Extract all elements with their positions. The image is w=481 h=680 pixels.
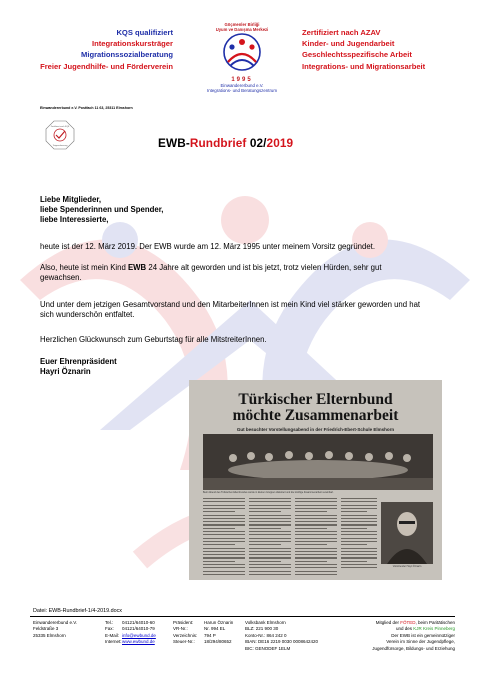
salutation-line: Liebe Mitglieder, [40,195,102,204]
footer-address-line: Feldstraße 3 [33,626,59,632]
clipping-text-line [249,571,291,572]
footer-member-text: Der EWB ist ein gemeinnütziger [391,632,455,638]
clipping-text-line [341,548,377,549]
footer-member-text: Mitglied der [375,620,401,625]
clipping-text-line [295,505,337,506]
clipping-text-line [341,508,377,509]
clipping-text-line [341,501,377,502]
clipping-text-line [249,557,291,558]
organization-logo [186,22,298,104]
header-right-line: Zertifiziert nach AZAV [302,28,381,37]
footer-registry-values [204,620,233,646]
clipping-text-line [295,511,327,512]
clipping-text-line [295,541,337,542]
clipping-text-line [341,528,367,529]
clipping-text-line [203,501,245,502]
clipping-text-line [203,557,245,558]
clipping-text-line [203,548,245,549]
logo-subtitle-2: Integrations- und Beratungszentrum [206,88,278,94]
clipping-text-line [295,501,337,502]
clipping-text-line [249,561,281,562]
clipping-text-line [249,567,291,568]
p2-text: Also, heute ist mein Kind [40,263,128,272]
clipping-text-line [203,551,245,552]
clipping-text-line [341,521,377,522]
footer-divider [30,616,455,617]
clipping-text-line [249,551,291,552]
clipping-text-line [295,508,337,509]
footer-label: Internet: [105,639,122,645]
footer-value: Harun Öznarin [204,620,234,625]
file-name-label: Datei: EWB-Rundbrief-1/4-2019.docx [33,608,122,614]
letter-salutation [40,195,425,225]
clipping-text-line [249,518,291,519]
footer-phone: 04121/64010-60 [122,620,155,625]
clipping-headline [189,392,442,424]
footer-label: Steuer-Nr.: [173,639,195,645]
clipping-text-line [249,508,291,509]
clipping-text-line [295,518,337,519]
header-left-qualifications [40,27,173,72]
header-right-line: Integrations- und Migrationsarbeit [302,61,426,71]
newsletter-title [158,136,293,150]
clipping-text-line [249,505,291,506]
clipping-text-line [341,515,377,516]
clipping-text-line [203,544,235,545]
clipping-text-line [341,531,377,532]
clipping-text-line [295,571,337,572]
footer-value: 794 P [204,632,216,638]
clipping-text-line [203,524,245,525]
clipping-text-line [249,501,291,502]
clipping-text-line [249,515,291,516]
header-left-line: Freier Jugendhilfe- und Förderverein [40,61,173,71]
header-right-line: Geschlechtsspezifische Arbeit [302,50,412,60]
clipping-text-line [341,561,367,562]
logo-subtitle: Einwandererbund e.V. [220,83,264,88]
clipping-text-line [203,531,245,532]
clipping-text-line [203,528,235,529]
clipping-text-line [203,515,245,516]
header-left-line: KQS qualifiziert [116,28,173,37]
letter-signature [40,357,425,377]
cert-text-top: Zertifiziert nach KQS [50,126,70,128]
clipping-text-line [203,571,245,572]
footer-contact-labels [105,620,122,646]
footer-bank-line: IBAN: DE16 2219 0030 0008642420 [245,639,319,645]
clipping-text-line [295,538,337,539]
clipping-text-line [249,524,291,525]
clipping-text-line [341,554,377,555]
footer-member-text: , beim Paritätischen [415,620,455,625]
clipping-text-line [295,531,337,532]
clipping-text-line [249,534,291,535]
clipping-text-line [341,505,377,506]
title-part-rundbrief: Rundbrief [189,136,247,150]
footer-address-line: Einwandererbund e.V. [33,620,78,625]
footer-registry-labels [173,620,197,646]
footer-bank [245,620,318,652]
footer-bank-line: Volksbank Elmshorn [245,620,286,625]
clipping-text-line [203,521,245,522]
newspaper-clipping [189,380,442,580]
footer-membership [372,620,455,652]
footer-label: Präsident: [173,620,194,625]
letter-paragraph-2 [40,263,425,283]
clipping-text-line [341,544,367,545]
clipping-text-line [295,551,337,552]
header-right-certifications [302,27,425,72]
footer-member-text: und des [395,626,414,632]
title-part: EWB- [158,136,190,150]
title-part-year: 2019 [266,136,294,150]
salutation-line: liebe Spenderinnen und Spender, [40,205,164,214]
clipping-text-line [295,515,337,516]
cert-text-bottom: Trägerzulassung [52,145,68,147]
clipping-subheadline: Gut besuchter Vorstellungsabend in der Friedrich-Ebert-Schule Elmshorn [236,427,395,432]
clipping-text-line [249,544,281,545]
clipping-text-line [203,511,235,512]
clipping-text-line [295,574,337,575]
headline-line: Türkischer Elternbund [238,391,393,408]
clipping-text-line [341,498,377,499]
footer-value: 18/294/80652 [204,639,232,645]
salutation-line: liebe Interessierte, [40,215,109,224]
logo-line-turkish-2: Uyum ve Danışma Merkezi [215,27,269,32]
title-part: 02/ [246,136,267,150]
clipping-text-line [295,544,327,545]
clipping-text-line [341,541,377,542]
clipping-text-line [249,574,291,575]
clipping-portrait-caption: Vorsitzender Hayri Öznarin [392,565,422,568]
clipping-text-line [295,498,337,499]
clipping-text-line [295,521,337,522]
clipping-text-line [203,541,245,542]
clipping-text-line [249,528,281,529]
letter-paragraph-1: heute ist der 12. März 2019. Der EWB wurde am 12. März 1995 unter meinem Vorsitz gegründet. [40,242,375,251]
clipping-text-line [341,524,377,525]
clipping-text-line [295,554,337,555]
footer-fax: 04121/64010-79 [122,626,155,632]
clipping-photo-caption: Beim Abend des Türkischen Elternbundes wurde in kleinen Gruppen diskutiert und die künftige Zusammenarbeit vereinbart. [203,491,334,494]
clipping-text-line [341,551,377,552]
clipping-text-line [249,564,291,565]
clipping-text-line [341,511,367,512]
clipping-text-line [249,511,281,512]
footer-contact-values [122,620,156,646]
clipping-text-line [341,564,377,565]
clipping-text-line [341,538,377,539]
people-circle-logo-icon [216,32,268,72]
clipping-meeting-photo [203,434,433,490]
footer-member-text: Verein im Sinne der Jugendpflege, [386,639,455,645]
clipping-portrait-photo [381,502,433,564]
logo-year: 1995 [231,77,253,83]
footer-address [33,620,77,639]
clipping-text-line [249,548,291,549]
clipping-text-line [295,561,327,562]
clipping-text-line [203,561,235,562]
footer-bank-line: BLZ: 221 900 30 [245,626,279,632]
clipping-text-line [203,518,245,519]
clipping-text-line [249,498,291,499]
footer-email-link[interactable]: info@ewbund.de [122,632,156,638]
clipping-text-line [341,518,377,519]
clipping-text-line [295,548,337,549]
clipping-text-line [203,534,245,535]
clipping-text-line [295,564,337,565]
clipping-text-line [249,541,291,542]
letter-paragraph-4: Herzlichen Glückwunsch zum Geburtstag für alle MitstreiterInnen. [40,335,267,344]
clipping-text-line [203,505,245,506]
clipping-text-line [203,564,245,565]
clipping-text-line [203,574,245,575]
clipping-text-line [249,538,291,539]
footer-value: Nr. 994 EL [204,626,226,632]
clipping-text-line [249,521,291,522]
clipping-text-line [295,557,337,558]
headline-line: möchte Zusammenarbeit [232,407,399,424]
return-address: Einwandererbund e.V. Postfach 11 63, 25311 Elmshorn [40,106,133,110]
clipping-text-line [341,534,377,535]
header-left-line: Integrationskursträger [91,39,173,49]
signature-title: Euer Ehrenpräsident [40,357,117,366]
footer-label: E-Mail: [105,632,120,638]
clipping-text-line [203,508,245,509]
footer-label: Fax: [105,626,114,632]
footer-kjr: KJR Kreis Pinneberg [413,626,455,632]
clipping-text-line [295,534,337,535]
clipping-text-line [203,554,245,555]
clipping-text-line [203,538,245,539]
clipping-text-line [295,524,337,525]
clipping-text-line [249,554,291,555]
clipping-text-line [341,557,377,558]
header-left-line: Migrationssozialberatung [81,50,173,60]
footer-member-text: Jugendfürsorge, Bildungs- und Erziehung [372,645,455,651]
footer-bank-line: BIC: GENODEF 1ELM [245,645,291,651]
logo-line-turkish: Göçmenler Birliği [224,22,260,27]
clipping-text-line [249,531,291,532]
certificate-seal-icon [45,120,75,150]
letter-paragraph-3: Und unter dem jetzigen Gesamtvorstand und den MitarbeiterInnen ist mein Kind viel stärker geworden und hat sich wunderschön entfaltet. [40,300,421,319]
clipping-text-line [203,498,245,499]
clipping-text-line [203,567,245,568]
signature-name: Hayri Öznarin [40,367,91,376]
footer-label: Tel.: [105,620,114,625]
header-right-line: Kinder- und Jugendarbeit [302,39,395,49]
clipping-text-line [295,567,337,568]
footer-foted: FÖTED [400,620,416,625]
footer-address-line: 25335 Elmshorn [33,632,66,638]
clipping-text-line [341,567,377,568]
footer-label: Verzeichnis: [173,632,198,638]
footer-label: VR-Nr.: [173,626,188,632]
p2-text-rest: 24 Jahre alt geworden und ist bis jetzt, trotz vielen Hürden, sehr gut gewachsen. [40,263,382,282]
clipping-text-line [295,528,327,529]
footer-bank-line: Konto-Nr.: 864 242 0 [245,632,287,638]
footer-website-link[interactable]: www.ewbund.de [122,639,155,645]
p2-ewb: EWB [127,263,147,272]
